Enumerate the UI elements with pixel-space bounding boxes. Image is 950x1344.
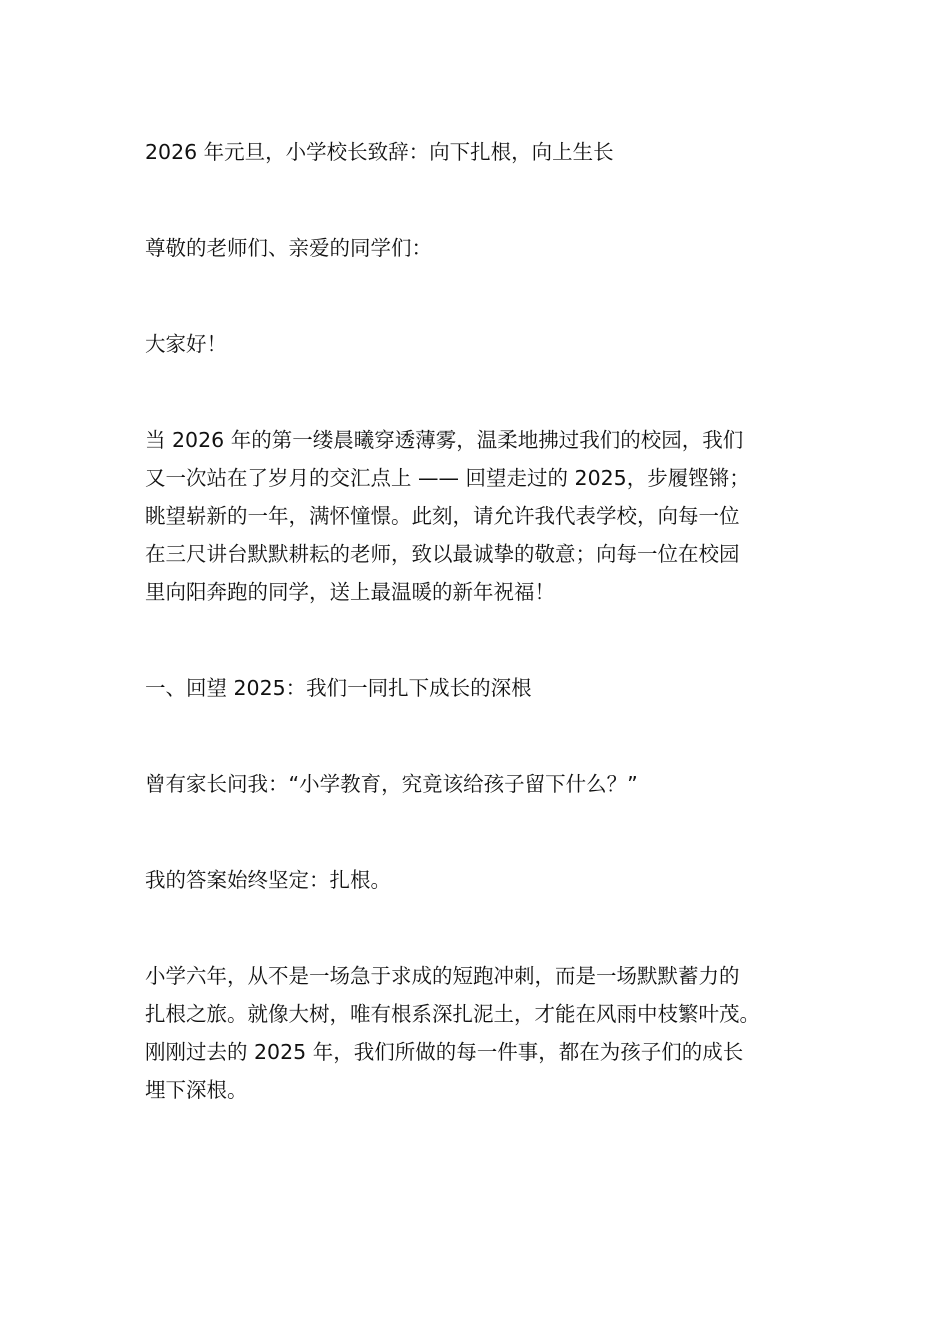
paragraph-spacer	[145, 803, 835, 861]
paragraph-spacer	[145, 611, 835, 669]
intro-paragraph	[145, 421, 835, 611]
title-line: 2026 年元旦，小学校长致辞：向下扎根，向上生长	[145, 140, 614, 164]
body-paragraph	[145, 957, 835, 1109]
answer-paragraph	[145, 861, 835, 899]
question-paragraph	[145, 765, 835, 803]
intro-line: 当 2026 年的第一缕晨曦穿透薄雾，温柔地拂过我们的校园，我们	[145, 428, 744, 452]
section-heading	[145, 669, 835, 707]
section-heading-line: 一、回望 2025：我们一同扎下成长的深根	[145, 676, 532, 700]
paragraph-spacer	[145, 171, 835, 229]
intro-line: 里向阳奔跑的同学，送上最温暖的新年祝福！	[145, 580, 555, 604]
document-title	[145, 133, 835, 171]
paragraph-spacer	[145, 363, 835, 421]
body-line: 扎根之旅。就像大树，唯有根系深扎泥土，才能在风雨中枝繁叶茂。	[145, 1002, 760, 1026]
salutation-line: 尊敬的老师们、亲爱的同学们：	[145, 236, 432, 260]
greeting	[145, 325, 835, 363]
intro-line: 在三尺讲台默默耕耘的老师，致以最诚挚的敬意；向每一位在校园	[145, 542, 740, 566]
document-body	[145, 133, 835, 1109]
body-line: 刚刚过去的 2025 年，我们所做的每一件事，都在为孩子们的成长	[145, 1040, 744, 1064]
question-line: 曾有家长问我：“小学教育，究竟该给孩子留下什么？”	[145, 772, 638, 796]
body-line: 小学六年，从不是一场急于求成的短跑冲刺，而是一场默默蓄力的	[145, 964, 740, 988]
answer-line: 我的答案始终坚定：扎根。	[145, 868, 391, 892]
paragraph-spacer	[145, 267, 835, 325]
intro-line: 又一次站在了岁月的交汇点上 —— 回望走过的 2025，步履铿锵；	[145, 466, 750, 490]
paragraph-spacer	[145, 707, 835, 765]
body-line: 埋下深根。	[145, 1078, 248, 1102]
intro-line: 眺望崭新的一年，满怀憧憬。此刻，请允许我代表学校，向每一位	[145, 504, 740, 528]
salutation	[145, 229, 835, 267]
paragraph-spacer	[145, 899, 835, 957]
greeting-line: 大家好！	[145, 332, 227, 356]
